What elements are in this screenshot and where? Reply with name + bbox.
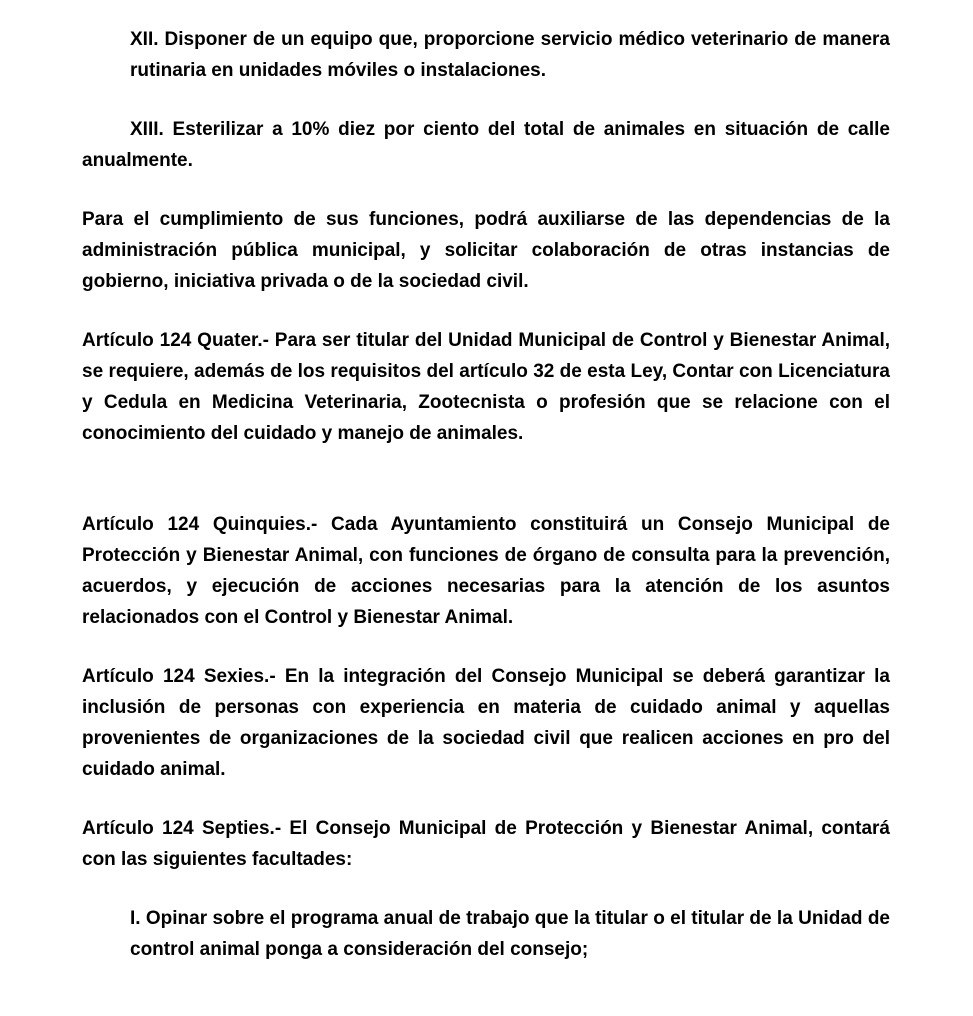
document-content [82,24,890,965]
item-xii: XII. Disponer de un equipo que, proporcione servicio médico veterinario de manera rutinaria en unidades móviles o instalaciones. [130,29,890,81]
articulo-124-quinquies: Artículo 124 Quinquies.- Cada Ayuntamiento constituirá un Consejo Municipal de Protección y Bienestar Animal, con funciones de órgano de consulta para la prevención, acuerdos, y ejecución de acciones necesarias para la atención de los asuntos relacionados con el Control y Bienestar Animal. [82,514,890,628]
item-i: I. Opinar sobre el programa anual de trabajo que la titular o el titular de la Unidad de control animal ponga a consideración del consejo; [130,908,890,960]
item-xiii: XIII. Esterilizar a 10% diez por ciento del total de animales en situación de calle anualmente. [82,119,890,171]
para-cumplimiento-funciones: Para el cumplimiento de sus funciones, podrá auxiliarse de las dependencias de la administración pública municipal, y solicitar colaboración de otras instancias de gobierno, iniciativa privada o de la sociedad civil. [82,209,890,292]
articulo-124-quater: Artículo 124 Quater.- Para ser titular del Unidad Municipal de Control y Bienestar Animal, se requiere, además de los requisitos del artículo 32 de esta Ley, Contar con Licenciatura y Cedula en Medicina Veterinaria, Zootecnista o profesión que se relacione con el conocimiento del cuidado y manejo de animales. [82,330,890,444]
articulo-124-sexies: Artículo 124 Sexies.- En la integración del Consejo Municipal se deberá garantizar la inclusión de personas con experiencia en materia de cuidado animal y aquellas provenientes de organizaciones de la sociedad civil que realicen acciones en pro del cuidado animal. [82,666,890,780]
articulo-124-septies: Artículo 124 Septies.- El Consejo Municipal de Protección y Bienestar Animal, contará con las siguientes facultades: [82,818,890,870]
